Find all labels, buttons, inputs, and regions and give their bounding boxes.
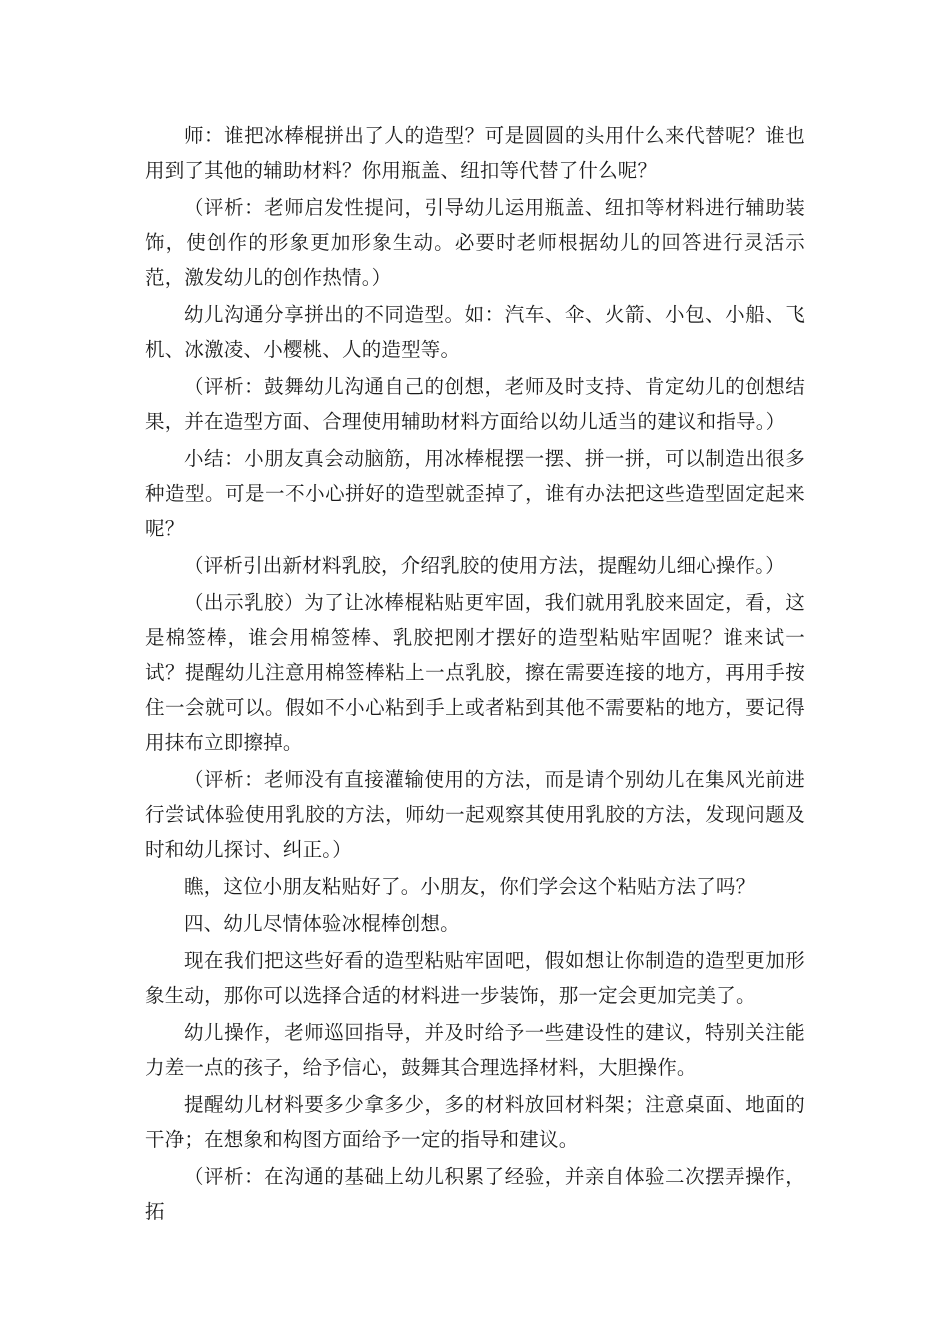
- paragraph-show-glue: （出示乳胶）为了让冰棒棍粘贴更牢固，我们就用乳胶来固定，看，这是棉签棒，谁会用棉签棒、乳胶把刚才摆好的造型粘贴牢固呢？谁来试一试？提醒幼儿注意用棉签棒粘上一点乳胶，擦在需要连接的地方，再用手按住一会就可以。假如不小心粘到手上或者粘到其他不需要粘的地方，要记得用抹布立即擦掉。: [145, 591, 805, 754]
- paragraph-comment-3: （评析引出新材料乳胶，介绍乳胶的使用方法，提醒幼儿细心操作。）: [184, 554, 785, 577]
- paragraph-now-glue: 现在我们把这些好看的造型粘贴牢固吧，假如想让你制造的造型更加形象生动，那你可以选择合适的材料进一步装饰，那一定会更加完美了。: [145, 949, 805, 1007]
- document-body: [145, 118, 805, 1231]
- paragraph-children-operate: 幼儿操作，老师巡回指导，并及时给予一些建设性的建议，特别关注能力差一点的孩子，给予信心，鼓舞其合理选择材料，大胆操作。: [145, 1021, 805, 1079]
- paragraph-comment-5: （评析：在沟通的基础上幼儿积累了经验，并亲自体验二次摆弄操作，拓: [145, 1165, 805, 1223]
- paragraph-summary: 小结：小朋友真会动脑筋，用冰棒棍摆一摆、拼一拼，可以制造出很多种造型。可是一不小心拼好的造型就歪掉了，谁有办法把这些造型固定起来呢？: [145, 447, 805, 540]
- paragraph-comment-2: （评析：鼓舞幼儿沟通自己的创想，老师及时支持、肯定幼儿的创想结果，并在造型方面、合理使用辅助材料方面给以幼儿适当的建议和指导。）: [145, 375, 805, 433]
- paragraph-comment-4: （评析：老师没有直接灌输使用的方法，而是请个别幼儿在集风光前进行尝试体验使用乳胶的方法，师幼一起观察其使用乳胶的方法，发现问题及时和幼儿探讨、纠正。）: [145, 768, 805, 861]
- paragraph-comment-1: （评析：老师启发性提问，引导幼儿运用瓶盖、纽扣等材料进行辅助装饰，使创作的形象更加形象生动。必要时老师根据幼儿的回答进行灵活示范，激发幼儿的创作热情。）: [145, 196, 805, 289]
- paragraph-look: 瞧，这位小朋友粘贴好了。小朋友，你们学会这个粘贴方法了吗？: [184, 875, 756, 898]
- paragraph-remind: 提醒幼儿材料要多少拿多少，多的材料放回材料架；注意桌面、地面的干净；在想象和构图方面给予一定的指导和建议。: [145, 1093, 805, 1151]
- paragraph-teacher-question: 师：谁把冰棒棍拼出了人的造型？可是圆圆的头用什么来代替呢？谁也用到了其他的辅助材料？你用瓶盖、纽扣等代替了什么呢？: [145, 124, 805, 182]
- paragraph-children-share: 幼儿沟通分享拼出的不同造型。如：汽车、伞、火箭、小包、小船、飞机、冰激凌、小樱桃、人的造型等。: [145, 303, 805, 361]
- section-heading-four: 四、幼儿尽情体验冰棍棒创想。: [184, 912, 460, 935]
